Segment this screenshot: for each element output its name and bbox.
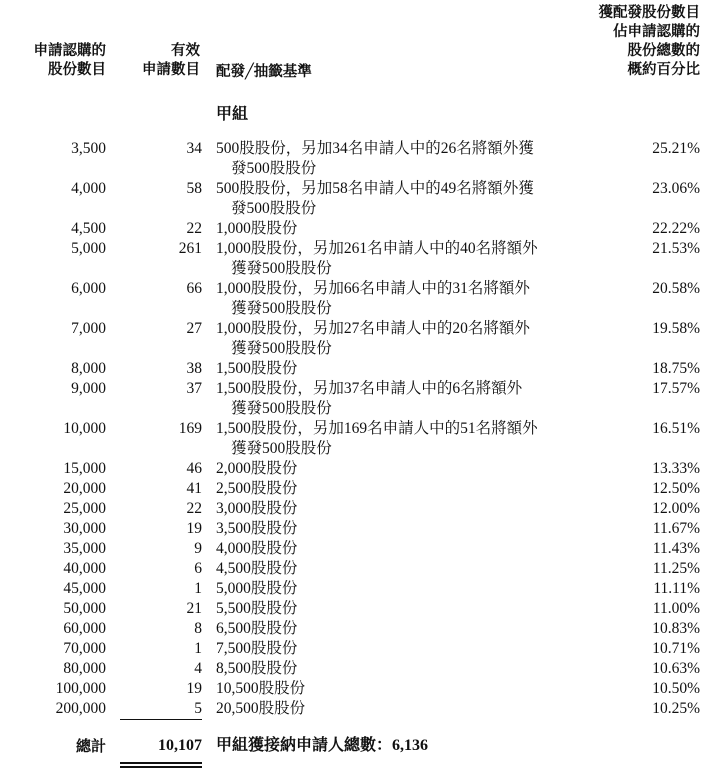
percentage-cell: 23.06% <box>652 180 700 197</box>
valid-applications-cell: 5 <box>194 700 202 717</box>
percentage-cell: 11.43% <box>652 540 700 557</box>
valid-applications-cell: 41 <box>186 480 202 497</box>
header-pct-line: 獲配發股份數目 <box>598 5 700 21</box>
valid-applications-cell: 34 <box>186 140 202 157</box>
basis-cell <box>216 579 566 599</box>
basis-line-continued: 獲發500股股份 <box>231 299 332 317</box>
basis-line: 2,000股股份 <box>216 460 298 477</box>
valid-applications-cell: 22 <box>186 220 202 237</box>
table-row <box>0 359 727 379</box>
table-row <box>0 379 727 419</box>
shares-applied-cell: 35,000 <box>63 540 106 557</box>
shares-applied-cell: 7,000 <box>71 320 106 337</box>
percentage-cell: 12.50% <box>652 480 700 497</box>
table-row <box>0 519 727 539</box>
basis-cell <box>216 139 566 178</box>
shares-applied-cell: 8,000 <box>71 360 106 377</box>
table-row <box>0 699 727 719</box>
shares-applied-cell: 10,000 <box>63 420 106 437</box>
valid-applications-cell: 58 <box>186 180 202 197</box>
basis-cell <box>216 659 566 679</box>
basis-line: 3,500股股份 <box>216 520 298 537</box>
basis-cell <box>216 359 566 379</box>
valid-applications-cell: 46 <box>186 460 202 477</box>
basis-line: 1,500股股份，另加169名申請人中的51名將額外 <box>216 420 538 437</box>
shares-applied-cell: 15,000 <box>63 460 106 477</box>
basis-line-continued: 獲發500股股份 <box>231 339 332 357</box>
percentage-cell: 22.22% <box>652 220 700 237</box>
header-percentage <box>560 4 700 80</box>
basis-line: 8,500股股份 <box>216 660 298 677</box>
basis-cell <box>216 499 566 519</box>
basis-cell <box>216 279 566 318</box>
header-pct-line: 概約百分比 <box>627 62 700 78</box>
percentage-cell: 10.25% <box>652 700 700 717</box>
basis-line: 1,000股股份 <box>216 220 298 237</box>
shares-applied-cell: 60,000 <box>63 620 106 637</box>
valid-applications-cell: 169 <box>178 420 202 437</box>
header-shares-line: 股份數目 <box>48 62 106 78</box>
shares-applied-cell: 30,000 <box>63 520 106 537</box>
valid-applications-cell: 19 <box>186 680 202 697</box>
basis-line-continued: 獲發500股股份 <box>231 439 332 457</box>
basis-line-continued: 獲發500股股份 <box>231 399 332 417</box>
percentage-cell: 11.25% <box>652 560 700 577</box>
valid-applications-cell: 6 <box>194 560 202 577</box>
basis-line: 1,000股股份，另加261名申請人中的40名將額外 <box>216 240 538 257</box>
basis-line: 7,500股股份 <box>216 640 298 657</box>
allotment-table <box>0 139 727 719</box>
shares-applied-cell: 80,000 <box>63 660 106 677</box>
table-row <box>0 239 727 279</box>
basis-line-continued: 發500股股份 <box>231 159 317 177</box>
basis-line: 4,000股股份 <box>216 540 298 557</box>
header-shares-line: 申請認購的 <box>33 43 106 59</box>
header-pct-line: 佔申請認購的 <box>613 24 700 40</box>
shares-applied-cell: 4,000 <box>71 180 106 197</box>
shares-applied-cell: 50,000 <box>63 600 106 617</box>
table-row <box>0 639 727 659</box>
shares-applied-cell: 70,000 <box>63 640 106 657</box>
basis-line: 1,000股股份，另加27名申請人中的20名將額外 <box>216 320 530 337</box>
total-accepted-applicants: 甲組獲接納申請人總數：6,136 <box>216 737 429 754</box>
percentage-cell: 25.21% <box>652 140 700 157</box>
table-row <box>0 179 727 219</box>
valid-applications-cell: 8 <box>194 620 202 637</box>
table-row <box>0 599 727 619</box>
basis-cell <box>216 559 566 579</box>
valid-applications-cell: 22 <box>186 500 202 517</box>
basis-cell <box>216 179 566 218</box>
shares-applied-cell: 100,000 <box>55 680 106 697</box>
shares-applied-cell: 6,000 <box>71 280 106 297</box>
percentage-cell: 20.58% <box>652 280 700 297</box>
percentage-cell: 17.57% <box>652 380 700 397</box>
basis-line: 1,000股股份，另加66名申請人中的31名將額外 <box>216 280 530 297</box>
table-row <box>0 679 727 699</box>
basis-cell <box>216 219 566 239</box>
basis-cell <box>216 319 566 358</box>
total-label: 總計 <box>75 737 106 755</box>
basis-cell <box>216 599 566 619</box>
table-row <box>0 139 727 179</box>
basis-cell <box>216 539 566 559</box>
basis-cell <box>216 459 566 479</box>
basis-line: 500股股份，另加58名申請人中的49名將額外獲 <box>216 180 534 197</box>
table-row <box>0 619 727 639</box>
table-row <box>0 219 727 239</box>
header-pct-line: 股份總數的 <box>627 43 700 59</box>
header-basis <box>216 63 312 82</box>
shares-applied-cell: 40,000 <box>63 560 106 577</box>
valid-applications-cell: 27 <box>186 320 202 337</box>
basis-line: 5,500股股份 <box>216 600 298 617</box>
table-row <box>0 499 727 519</box>
valid-applications-cell: 4 <box>194 660 202 677</box>
shares-applied-cell: 9,000 <box>71 380 106 397</box>
basis-line: 6,500股股份 <box>216 620 298 637</box>
basis-line-continued: 獲發500股股份 <box>231 259 332 277</box>
shares-applied-cell: 20,000 <box>63 480 106 497</box>
shares-applied-cell: 3,500 <box>71 140 106 157</box>
basis-cell <box>216 679 566 699</box>
table-row <box>0 539 727 559</box>
basis-line: 5,000股股份 <box>216 580 298 597</box>
percentage-cell: 12.00% <box>652 500 700 517</box>
basis-cell <box>216 479 566 499</box>
total-value: 10,107 <box>158 737 202 754</box>
percentage-cell: 19.58% <box>652 320 700 337</box>
table-row <box>0 559 727 579</box>
percentage-cell: 21.53% <box>652 240 700 257</box>
basis-cell <box>216 519 566 539</box>
total-double-rule <box>120 762 202 764</box>
table-row <box>0 579 727 599</box>
header-shares-applied <box>22 42 106 80</box>
table-row <box>0 319 727 359</box>
table-row <box>0 479 727 499</box>
basis-cell <box>216 379 566 418</box>
percentage-cell: 10.71% <box>652 640 700 657</box>
basis-line: 500股股份，另加34名申請人中的26名將額外獲 <box>216 140 534 157</box>
percentage-cell: 10.50% <box>652 680 700 697</box>
percentage-cell: 10.63% <box>652 660 700 677</box>
basis-line: 1,500股股份，另加37名申請人中的6名將額外 <box>216 380 523 397</box>
valid-applications-cell: 66 <box>186 280 202 297</box>
basis-line: 3,000股股份 <box>216 500 298 517</box>
basis-cell <box>216 419 566 458</box>
basis-line: 20,500股股份 <box>216 700 306 717</box>
header-apps-line: 有效 <box>171 43 200 59</box>
valid-applications-cell: 9 <box>194 540 202 557</box>
shares-applied-cell: 200,000 <box>55 700 106 717</box>
basis-cell <box>216 239 566 278</box>
shares-applied-cell: 45,000 <box>63 580 106 597</box>
header-apps-line: 申請數目 <box>142 62 200 78</box>
shares-applied-cell: 5,000 <box>71 240 106 257</box>
percentage-cell: 18.75% <box>652 360 700 377</box>
table-row <box>0 279 727 319</box>
basis-cell <box>216 619 566 639</box>
percentage-cell: 11.00% <box>652 600 700 617</box>
valid-applications-cell: 261 <box>178 240 202 257</box>
basis-line: 4,500股股份 <box>216 560 298 577</box>
basis-line-continued: 發500股股份 <box>231 199 317 217</box>
percentage-cell: 11.67% <box>652 520 700 537</box>
basis-cell <box>216 639 566 659</box>
group-title: 甲組 <box>216 104 249 123</box>
basis-cell <box>216 699 566 719</box>
valid-applications-cell: 1 <box>194 640 202 657</box>
percentage-cell: 13.33% <box>652 460 700 477</box>
basis-line: 1,500股股份 <box>216 360 298 377</box>
basis-line: 10,500股股份 <box>216 680 306 697</box>
table-row <box>0 419 727 459</box>
shares-applied-cell: 4,500 <box>71 220 106 237</box>
valid-applications-cell: 1 <box>194 580 202 597</box>
valid-applications-cell: 19 <box>186 520 202 537</box>
table-row <box>0 459 727 479</box>
shares-applied-cell: 25,000 <box>63 500 106 517</box>
valid-applications-cell: 21 <box>186 600 202 617</box>
valid-applications-cell: 37 <box>186 380 202 397</box>
percentage-cell: 16.51% <box>652 420 700 437</box>
valid-applications-cell: 38 <box>186 360 202 377</box>
header-valid-applications <box>120 42 200 80</box>
table-row <box>0 659 727 679</box>
total-double-rule <box>120 766 202 768</box>
header-basis-line: 配發╱抽籤基準 <box>216 64 312 80</box>
percentage-cell: 10.83% <box>652 620 700 637</box>
subtotal-rule <box>120 719 202 720</box>
basis-line: 2,500股股份 <box>216 480 298 497</box>
percentage-cell: 11.11% <box>653 580 700 597</box>
